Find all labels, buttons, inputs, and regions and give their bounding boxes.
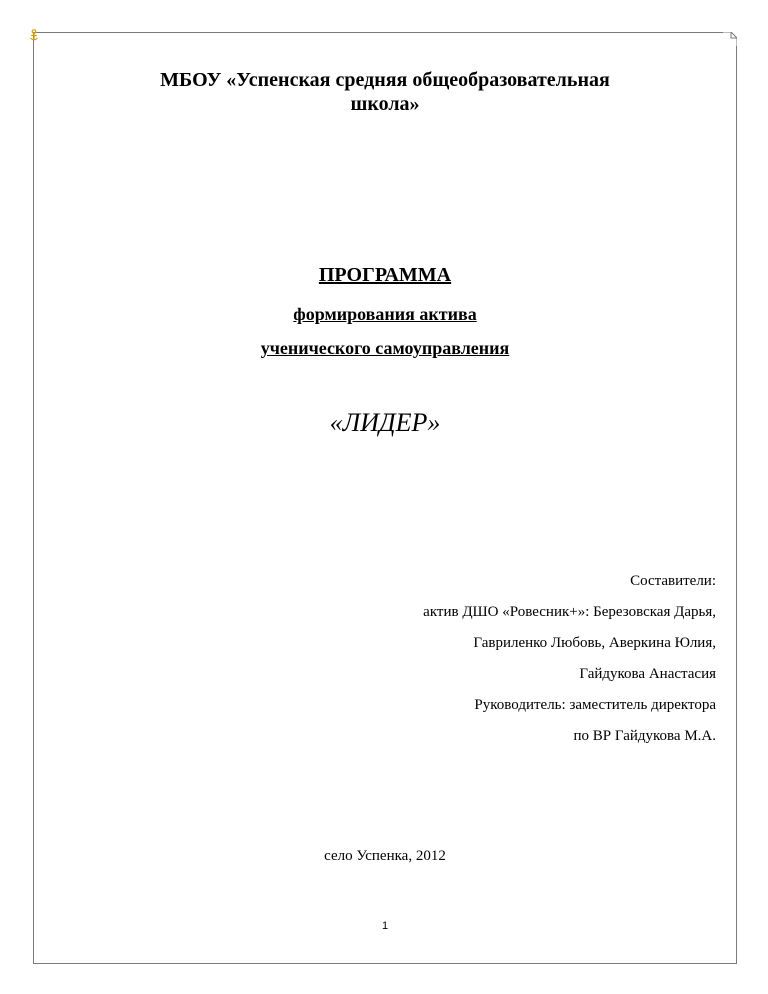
supervisor-line: по ВР Гайдукова М.А. [573, 728, 716, 744]
program-subtitle-line2: ученического самоуправления [260, 338, 510, 358]
page-corner-fold-icon [723, 32, 737, 46]
place-year: село Успенка, 2012 [324, 848, 446, 864]
program-title: ПРОГРАММА [318, 264, 452, 286]
school-name-line1: МБОУ «Успенская средняя общеобразовательная [160, 69, 610, 91]
authors-heading: Составители: [630, 573, 716, 589]
supervisor-line: Руководитель: заместитель директора [474, 697, 716, 713]
school-name-line2: школа» [350, 93, 420, 115]
program-subtitle-line1: формирования актива [293, 304, 477, 324]
authors-line: Гавриленко Любовь, Аверкина Юлия, [473, 635, 716, 651]
page-number: 1 [381, 920, 389, 932]
anchor-icon[interactable] [29, 28, 39, 40]
school-name [33, 68, 737, 116]
page-frame [33, 32, 737, 964]
authors-block [423, 566, 716, 752]
authors-line: актив ДШО «Ровесник+»: Березовская Дарья, [423, 604, 716, 620]
program-name: «ЛИДЕР» [329, 408, 441, 437]
authors-line: Гайдукова Анастасия [579, 666, 716, 682]
